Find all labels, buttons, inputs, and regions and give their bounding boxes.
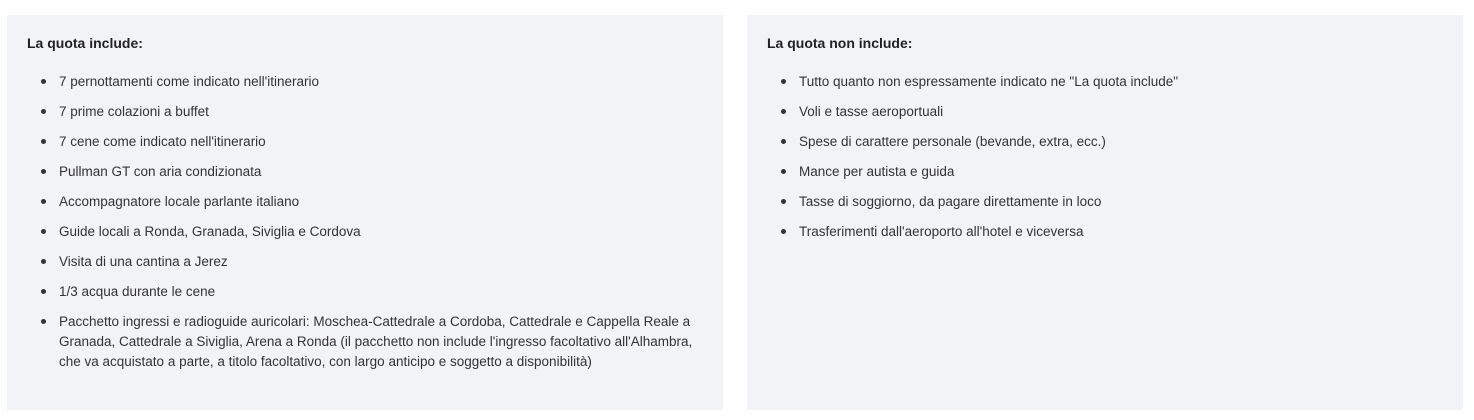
- bullet-icon: [41, 199, 46, 204]
- list-item: [27, 102, 703, 122]
- includes-title: La quota include:: [27, 35, 143, 51]
- list-item-text: 7 prime colazioni a buffet: [59, 104, 209, 119]
- bullet-icon: [41, 139, 46, 144]
- bullet-icon: [41, 109, 46, 114]
- list-item: [767, 102, 1443, 122]
- bullet-icon: [41, 289, 46, 294]
- bullet-icon: [781, 169, 786, 174]
- bullet-icon: [781, 109, 786, 114]
- list-item-text: Trasferimenti dall'aeroporto all'hotel e viceversa: [799, 224, 1084, 239]
- list-item-text: Guide locali a Ronda, Granada, Siviglia e Cordova: [59, 224, 361, 239]
- list-item: [767, 132, 1443, 152]
- list-item-text: Accompagnatore locale parlante italiano: [59, 194, 300, 209]
- list-item: [27, 312, 703, 372]
- list-item: [27, 252, 703, 272]
- list-item: [767, 222, 1443, 242]
- list-item: [767, 72, 1443, 92]
- bullet-icon: [781, 199, 786, 204]
- list-item-text: Spese di carattere personale (bevande, extra, ecc.): [799, 134, 1106, 149]
- list-item: [27, 162, 703, 182]
- list-item: [27, 282, 703, 302]
- list-item: [767, 162, 1443, 182]
- bullet-icon: [41, 169, 46, 174]
- list-item: [767, 192, 1443, 212]
- list-item: [27, 72, 703, 92]
- bullet-icon: [41, 319, 46, 324]
- includes-panel: [7, 15, 723, 410]
- list-item-text: Voli e tasse aeroportuali: [799, 104, 944, 119]
- list-item: [27, 192, 703, 212]
- list-item-text: 1/3 acqua durante le cene: [59, 284, 216, 299]
- bullet-icon: [41, 229, 46, 234]
- list-item: [27, 132, 703, 152]
- bullet-icon: [41, 259, 46, 264]
- bullet-icon: [781, 79, 786, 84]
- list-item-text: Pacchetto ingressi e radioguide auricolari: Moschea-Cattedrale a Cordoba, Cattedrale e Cappella Reale a Granada, Cattedrale a Siviglia, Arena a Ronda (il pacchetto non include l'ingresso facoltativo all'Alhambra, che va acquistato a parte, a titolo facoltativo, con largo anticipo e soggetto a disponibilità): [59, 314, 693, 369]
- excludes-panel: [747, 15, 1463, 410]
- bullet-icon: [781, 229, 786, 234]
- list-item-text: 7 cene come indicato nell'itinerario: [59, 134, 266, 149]
- list-item-text: 7 pernottamenti come indicato nell'itinerario: [59, 74, 319, 89]
- list-item: [27, 222, 703, 242]
- excludes-list: [767, 72, 1443, 242]
- list-item-text: Visita di una cantina a Jerez: [59, 254, 228, 269]
- list-item-text: Pullman GT con aria condizionata: [59, 164, 262, 179]
- bullet-icon: [781, 139, 786, 144]
- list-item-text: Tutto quanto non espressamente indicato ne "La quota include": [799, 74, 1179, 89]
- includes-list: [27, 72, 703, 372]
- list-item-text: Tasse di soggiorno, da pagare direttamente in loco: [799, 194, 1102, 209]
- bullet-icon: [41, 79, 46, 84]
- list-item-text: Mance per autista e guida: [799, 164, 955, 179]
- excludes-title: La quota non include:: [767, 35, 913, 51]
